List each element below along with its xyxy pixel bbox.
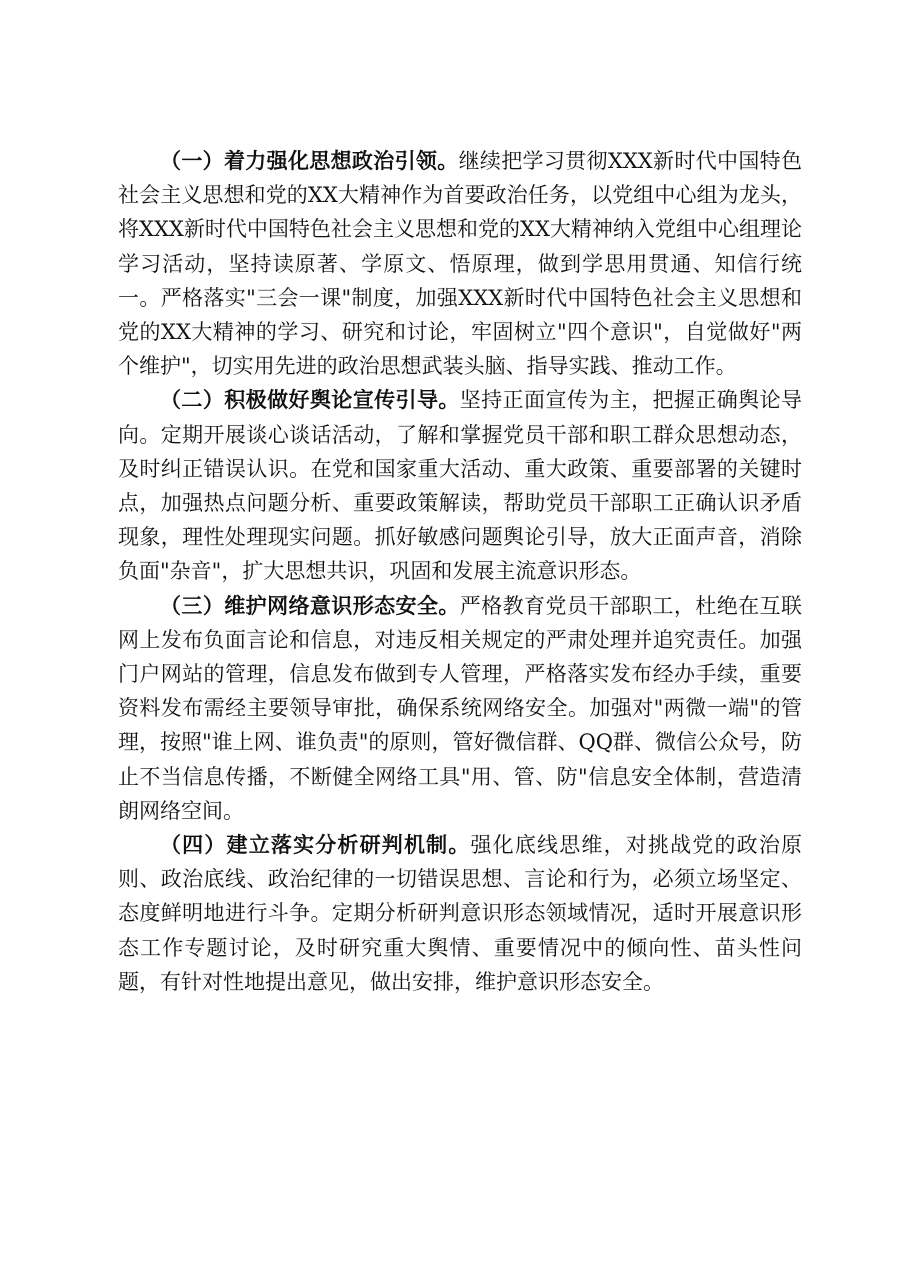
paragraph-1 (118, 144, 802, 383)
paragraph-2-body: 坚持正面宣传为主，把握正确舆论导向。定期开展谈心谈话活动，了解和掌握党员干部和职工群众思想动态，及时纠正错误认识。在党和国家重大活动、重大政策、重要部署的关键时点，加强热点问题分析、重要政策解读，帮助党员干部职工正确认识矛盾现象，理性处理现实问题。抓好敏感问题舆论引导，放大正面声音，消除负面"杂音"，扩大思想共识，巩固和发展主流意识形态。 (118, 388, 803, 584)
paragraph-4-heading: （四）建立落实分析研判机制。 (160, 832, 471, 858)
document-page (118, 144, 802, 999)
paragraph-1-heading: （一）着力强化思想政治引领。 (160, 148, 459, 173)
paragraph-2-heading: （二）积极做好舆论宣传引导。 (160, 387, 460, 413)
paragraph-1-body: 继续把学习贯彻XXX新时代中国特色社会主义思想和党的XX大精神作为首要政治任务，以党组中心组为龙头，将XXX新时代中国特色社会主义思想和党的XX大精神纳入党组中心组理论学习活动，坚持读原著、学原文、悟原理，做到学思用贯通、知信行统一。严格落实"三会一课"制度，加强XXX新时代中国特色社会主义思想和党的XX大精神的学习、研究和讨论，牢固树立"四个意识"，自觉做好"两个维护"，切实用先进的政治思想武装头脑、指导实践、推动工作。 (118, 149, 802, 379)
paragraph-4 (118, 828, 802, 999)
paragraph-3-body: 严格教育党员干部职工，杜绝在互联网上发布负面言论和信息，对违反相关规定的严肃处理并追究责任。加强门户网站的管理，信息发布做到专人管理，严格落实发布经办手续，重要资料发布需经主要领导审批，确保系统网络安全。加强对"两微一端"的管理，按照"谁上网、谁负责"的原则，管好微信群、QQ群、微信公众号，防止不当信息传播，不断健全网络工具"用、管、防"信息安全体制，营造清朗网络空间。 (118, 593, 803, 823)
paragraph-2 (118, 383, 802, 588)
paragraph-3-heading: （三）维护网络意识形态安全。 (160, 592, 460, 618)
paragraph-4-body: 强化底线思维，对挑战党的政治原则、政治底线、政治纪律的一切错误思想、言论和行为，必须立场坚定、态度鲜明地进行斗争。定期分析研判意识形态领域情况，适时开展意识形态工作专题讨论，及时研究重大舆情、重要情况中的倾向性、苗头性问题，有针对性地提出意见，做出安排，维护意识形态安全。 (118, 833, 802, 994)
paragraph-3 (118, 589, 802, 828)
